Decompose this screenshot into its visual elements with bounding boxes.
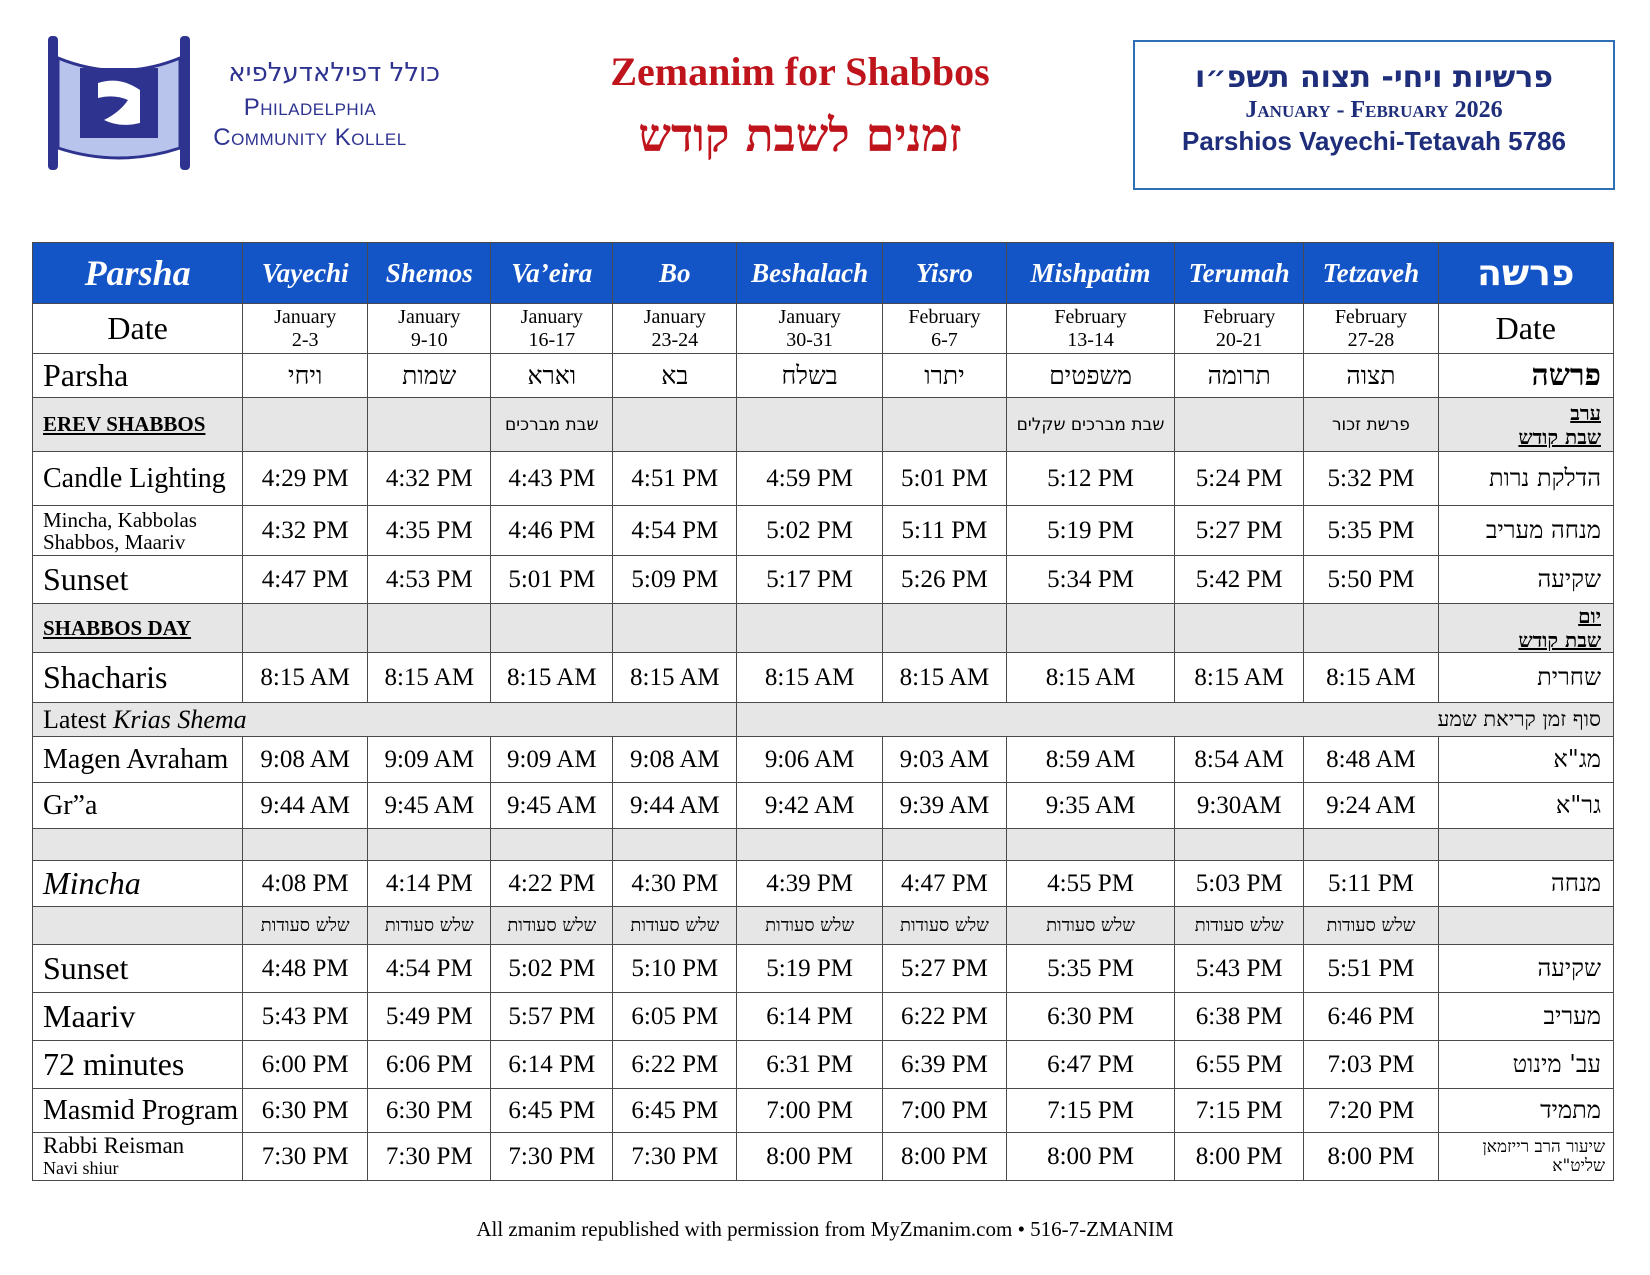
masmid-program-time: 7:00 PM [737,1089,883,1133]
erev-he-line1: ערב [1570,400,1601,425]
krias-italic: Krias Shema [113,704,247,734]
header-parsha-name: Mishpatim [1006,243,1174,304]
mincha-time: 4:55 PM [1006,861,1174,907]
shacharis-time: 8:15 AM [491,653,613,703]
candle-lighting-time: 5:01 PM [882,452,1006,506]
mincha-kabbolas-label: Mincha, Kabbolas Shabbos, Maariv [33,506,243,556]
spacer-cell [737,829,883,861]
date-cell [737,304,883,354]
header-parsha-name: Vayechi [243,243,368,304]
date-days: 16-17 [528,328,576,351]
mincha-time: 5:11 PM [1304,861,1438,907]
magen-avraham-time: 9:06 AM [737,737,883,783]
gra-time: 9:24 AM [1304,783,1438,829]
mincha-kabbolas-time: 4:32 PM [243,506,368,556]
erev-note [737,398,883,452]
logo-hebrew-name: כולל דפילאדעלפיא [228,58,440,88]
magen-avraham-time: 8:59 AM [1006,737,1174,783]
shacharis-row [33,653,1614,703]
date-days: 30-31 [786,328,833,351]
seventy-two-minutes-label: 72 minutes [33,1041,243,1089]
date-label: Date [33,304,243,354]
rabbi-label-sub: Navi shiur [43,1157,119,1178]
erev-note [1175,398,1304,452]
candle-lighting-time: 4:29 PM [243,452,368,506]
shacharis-time: 8:15 AM [1304,653,1438,703]
magen-avraham-time: 9:09 AM [491,737,613,783]
gra-time: 9:35 AM [1006,783,1174,829]
erev-note [613,398,737,452]
masmid-program-time: 6:30 PM [368,1089,491,1133]
mincha-kabbolas-label-hebrew: מנחה מעריב [1438,506,1613,556]
rabbi-reisman-time: 8:00 PM [1175,1133,1304,1181]
candle-lighting-time: 4:59 PM [737,452,883,506]
shalosh-seudos-row [33,907,1614,945]
mincha-label-hebrew: מנחה [1438,861,1613,907]
shabbos-day-row [33,604,1614,653]
header-parsha-name: Shemos [368,243,491,304]
header-parsha-name: Va’eira [491,243,613,304]
sunset-day-time: 5:43 PM [1175,945,1304,993]
krias-prefix: Latest [43,704,114,734]
masmid-program-time: 7:20 PM [1304,1089,1438,1133]
magen-avraham-time: 9:08 AM [613,737,737,783]
footer-credit: All zmanim republished with permission from MyZmanim.com • 516-7-ZMANIM [476,1217,1174,1241]
shabbos-day-empty [613,604,737,653]
shalosh-seudos-cell: שלש סעודות [368,907,491,945]
erev-note [368,398,491,452]
date-row [33,304,1614,354]
mincha-time: 5:03 PM [1175,861,1304,907]
parsha-hebrew-row [33,354,1614,398]
info-dates: January - February 2026 [1245,97,1503,123]
shabbos-day-empty [1304,604,1438,653]
date-days: 6-7 [931,328,958,351]
sunset-day-time: 4:54 PM [368,945,491,993]
mincha-time: 4:39 PM [737,861,883,907]
parsha-hebrew-name: תצוה [1304,354,1438,398]
date-month: January [274,305,337,328]
date-month: February [908,305,981,328]
spacer-cell [1175,829,1304,861]
shabbos-day-empty [737,604,883,653]
header-parsha-name: Beshalach [737,243,883,304]
seventy-two-minutes-time: 6:47 PM [1006,1041,1174,1089]
parshios-info-box [1133,40,1615,190]
header-parsha-name: Yisro [882,243,1006,304]
magen-avraham-time: 9:03 AM [882,737,1006,783]
masmid-program-label: Masmid Program [33,1089,243,1133]
rabbi-reisman-time: 7:30 PM [613,1133,737,1181]
mincha-label: Mincha [33,861,243,907]
sunset-erev-time: 5:34 PM [1006,556,1174,604]
shabbos-day-he-line2: שבת קודש [1518,628,1601,652]
shalosh-seudos-cell: שלש סעודות [613,907,737,945]
krias-shema-label [33,703,737,737]
gra-time: 9:42 AM [737,783,883,829]
parsha-hebrew-name: שמות [368,354,491,398]
date-cell [243,304,368,354]
magen-avraham-label: Magen Avraham [33,737,243,783]
seventy-two-minutes-time: 6:55 PM [1175,1041,1304,1089]
mincha-kabbolas-time: 5:11 PM [882,506,1006,556]
header-parsha-name: Terumah [1175,243,1304,304]
kollel-logo [40,28,440,178]
gra-time: 9:44 AM [613,783,737,829]
krias-shema-label-hebrew: סוף זמן קריאת שמע [737,703,1614,737]
maariv-time: 6:14 PM [737,993,883,1041]
mincha-kabbolas-time: 5:35 PM [1304,506,1438,556]
sunset-day-time: 5:35 PM [1006,945,1174,993]
sunset-erev-row [33,556,1614,604]
date-cell [1175,304,1304,354]
date-month: February [1203,305,1276,328]
sunset-day-label-hebrew: שקיעה [1438,945,1613,993]
date-days: 13-14 [1067,328,1114,351]
sunset-day-row [33,945,1614,993]
seventy-two-minutes-time: 6:22 PM [613,1041,737,1089]
info-english: Parshios Vayechi-Tetavah 5786 [1182,126,1566,156]
masmid-program-time: 6:45 PM [491,1089,613,1133]
masmid-program-time: 7:00 PM [882,1089,1006,1133]
seventy-two-minutes-time: 7:03 PM [1304,1041,1438,1089]
sunset-day-time: 5:27 PM [882,945,1006,993]
gra-label-hebrew: גר"א [1438,783,1613,829]
shacharis-time: 8:15 AM [368,653,491,703]
parsha-hebrew-name: בא [613,354,737,398]
magen-avraham-time: 8:54 AM [1175,737,1304,783]
date-month: January [643,305,706,328]
maariv-time: 6:38 PM [1175,993,1304,1041]
maariv-time: 5:49 PM [368,993,491,1041]
mincha-time: 4:14 PM [368,861,491,907]
parsha-hebrew-name: ויחי [243,354,368,398]
mincha-kabbolas-time: 5:27 PM [1175,506,1304,556]
shabbos-day-empty [1006,604,1174,653]
gra-time: 9:45 AM [368,783,491,829]
shalosh-seudos-cell: שלש סעודות [1304,907,1438,945]
mincha-kabbolas-row [33,506,1614,556]
masmid-program-row [33,1089,1614,1133]
spacer-cell [491,829,613,861]
shacharis-time: 8:15 AM [243,653,368,703]
shacharis-time: 8:15 AM [737,653,883,703]
parsha-label-hebrew: פרשה [1438,354,1613,398]
date-month: January [520,305,583,328]
date-days: 23-24 [651,328,699,351]
erev-shabbos-label-hebrew [1438,398,1613,452]
date-days: 20-21 [1215,328,1263,351]
sunset-day-time: 5:10 PM [613,945,737,993]
sunset-erev-time: 5:01 PM [491,556,613,604]
rabbi-label-main: Rabbi Reisman [43,1132,185,1158]
gra-time: 9:39 AM [882,783,1006,829]
header-parsha: Parsha [33,243,243,304]
parsha-hebrew-name: יתרו [882,354,1006,398]
logo-line-2: Community Kollel [213,124,407,151]
sunset-day-time: 4:48 PM [243,945,368,993]
rabbi-reisman-time: 7:30 PM [491,1133,613,1181]
date-month: February [1334,305,1408,328]
candle-lighting-time: 4:43 PM [491,452,613,506]
parsha-hebrew-name: בשלח [737,354,883,398]
sunset-erev-time: 5:50 PM [1304,556,1438,604]
sunset-day-time: 5:19 PM [737,945,883,993]
rabbi-reisman-time: 8:00 PM [1304,1133,1438,1181]
erev-shabbos-label: EREV SHABBOS [33,398,243,452]
parsha-hebrew-name: משפטים [1006,354,1174,398]
rabbi-reisman-time: 8:00 PM [1006,1133,1174,1181]
sunset-day-time: 5:51 PM [1304,945,1438,993]
candle-lighting-time: 4:32 PM [368,452,491,506]
shacharis-time: 8:15 AM [613,653,737,703]
maariv-label: Maariv [33,993,243,1041]
sunset-erev-label: Sunset [33,556,243,604]
gra-row [33,783,1614,829]
rabbi-reisman-time: 8:00 PM [882,1133,1006,1181]
page-title-hebrew: זמנים לשבת קודש [638,108,962,162]
spacer-cell [882,829,1006,861]
gra-label: Gr”a [33,783,243,829]
shabbos-day-empty [243,604,368,653]
logo-line-1: Philadelphia [243,94,377,121]
spacer-cell [243,829,368,861]
masmid-program-time: 6:30 PM [243,1089,368,1133]
spacer-cell [1438,829,1613,861]
magen-avraham-time: 8:48 AM [1304,737,1438,783]
info-hebrew: פרשיות ויחי- תצוה תשפ״ו [1194,60,1554,95]
parsha-hebrew-name: תרומה [1175,354,1304,398]
erev-note [243,398,368,452]
shabbos-day-label: SHABBOS DAY [33,604,243,653]
seventy-two-minutes-time: 6:14 PM [491,1041,613,1089]
masmid-program-time: 7:15 PM [1175,1089,1304,1133]
shacharis-label: Shacharis [33,653,243,703]
magen-avraham-time: 9:09 AM [368,737,491,783]
maariv-time: 6:30 PM [1006,993,1174,1041]
shalosh-seudos-cell: שלש סעודות [1175,907,1304,945]
torah-scroll-logo-icon [40,28,210,178]
sunset-erev-label-hebrew: שקיעה [1438,556,1613,604]
rabbi-reisman-label [33,1133,243,1181]
zmanim-table [32,242,1614,1181]
mincha-row [33,861,1614,907]
spacer-cell [1006,829,1174,861]
candle-lighting-time: 5:24 PM [1175,452,1304,506]
seventy-two-minutes-time: 6:06 PM [368,1041,491,1089]
erev-he-line2: שבת קודש [1518,424,1601,449]
header-parsha-hebrew: פרשה [1438,243,1613,304]
shacharis-time: 8:15 AM [882,653,1006,703]
erev-note: פרשת זכור [1304,398,1438,452]
shalosh-seudos-cell: שלש סעודות [882,907,1006,945]
maariv-time: 6:22 PM [882,993,1006,1041]
maariv-time: 5:43 PM [243,993,368,1041]
spacer-cell [613,829,737,861]
seventy-two-minutes-time: 6:31 PM [737,1041,883,1089]
shabbos-day-he-line1: יום [1578,604,1601,628]
sunset-erev-time: 4:53 PM [368,556,491,604]
seventy-two-minutes-time: 6:00 PM [243,1041,368,1089]
maariv-time: 5:57 PM [491,993,613,1041]
gra-time: 9:30AM [1175,783,1304,829]
mincha-time: 4:47 PM [882,861,1006,907]
sunset-erev-time: 5:42 PM [1175,556,1304,604]
sunset-day-time: 5:02 PM [491,945,613,993]
header-parsha-name: Tetzaveh [1304,243,1438,304]
date-month: February [1054,305,1127,328]
spacer-cell [33,829,243,861]
krias-shema-row [33,703,1614,737]
mincha-time: 4:30 PM [613,861,737,907]
erev-note: שבת מברכים [491,398,613,452]
erev-shabbos-row [33,398,1614,452]
spacer-row [33,829,1614,861]
shalosh-seudos-cell: שלש סעודות [1006,907,1174,945]
shalosh-seudos-empty [1438,907,1613,945]
seventy-two-minutes-time: 6:39 PM [882,1041,1006,1089]
shalosh-seudos-cell: שלש סעודות [491,907,613,945]
gra-time: 9:44 AM [243,783,368,829]
sunset-day-label: Sunset [33,945,243,993]
magen-avraham-label-hebrew: מג"א [1438,737,1613,783]
candle-lighting-time: 4:51 PM [613,452,737,506]
shabbos-day-empty [1175,604,1304,653]
date-days: 27-28 [1347,328,1395,351]
seventy-two-minutes-label-hebrew: עב' מינוט [1438,1041,1613,1089]
shabbos-day-empty [491,604,613,653]
mincha-kabbolas-time: 5:02 PM [737,506,883,556]
candle-lighting-label: Candle Lighting [33,452,243,506]
date-cell [1304,304,1438,354]
candle-lighting-time: 5:32 PM [1304,452,1438,506]
candle-lighting-row [33,452,1614,506]
shacharis-label-hebrew: שחרית [1438,653,1613,703]
header-parsha-name: Bo [613,243,737,304]
shalosh-seudos-cell: שלש סעודות [243,907,368,945]
date-month: January [778,305,841,328]
rabbi-reisman-time: 7:30 PM [243,1133,368,1181]
date-days: 2-3 [291,328,319,351]
sunset-erev-time: 5:17 PM [737,556,883,604]
spacer-cell [368,829,491,861]
magen-avraham-time: 9:08 AM [243,737,368,783]
date-cell [882,304,1006,354]
shabbos-day-empty [882,604,1006,653]
mincha-time: 4:08 PM [243,861,368,907]
header-row [33,243,1614,304]
spacer-cell [1304,829,1438,861]
mincha-kabbolas-time: 5:19 PM [1006,506,1174,556]
shalosh-seudos-empty [33,907,243,945]
shacharis-time: 8:15 AM [1175,653,1304,703]
rabbi-reisman-time: 8:00 PM [737,1133,883,1181]
mincha-kabbolas-time: 4:35 PM [368,506,491,556]
date-month: January [398,305,461,328]
gra-time: 9:45 AM [491,783,613,829]
date-label-right: Date [1438,304,1613,354]
date-days: 9-10 [410,328,448,351]
mincha-kabbolas-time: 4:46 PM [491,506,613,556]
shacharis-time: 8:15 AM [1006,653,1174,703]
mincha-kabbolas-time: 4:54 PM [613,506,737,556]
maariv-label-hebrew: מעריב [1438,993,1613,1041]
seventy-two-minutes-row [33,1041,1614,1089]
rabbi-reisman-time: 7:30 PM [368,1133,491,1181]
magen-avraham-row [33,737,1614,783]
sunset-erev-time: 5:09 PM [613,556,737,604]
maariv-time: 6:05 PM [613,993,737,1041]
date-cell [368,304,491,354]
date-cell [1006,304,1174,354]
candle-lighting-label-hebrew: הדלקת נרות [1438,452,1613,506]
masmid-program-label-hebrew: מתמיד [1438,1089,1613,1133]
parsha-label: Parsha [33,354,243,398]
erev-note: שבת מברכים שקלים [1006,398,1174,452]
date-cell [491,304,613,354]
masmid-program-time: 6:45 PM [613,1089,737,1133]
candle-lighting-time: 5:12 PM [1006,452,1174,506]
page-title: Zemanim for Shabbos [610,49,990,94]
masmid-program-time: 7:15 PM [1006,1089,1174,1133]
rabbi-reisman-label-hebrew: שיעור הרב רייזמאן שליט"א [1438,1133,1613,1181]
parsha-hebrew-name: וארא [491,354,613,398]
mincha-time: 4:22 PM [491,861,613,907]
maariv-row [33,993,1614,1041]
rabbi-reisman-row [33,1133,1614,1181]
sunset-erev-time: 4:47 PM [243,556,368,604]
shabbos-day-empty [368,604,491,653]
sunset-erev-time: 5:26 PM [882,556,1006,604]
shabbos-day-label-hebrew [1438,604,1613,653]
date-cell [613,304,737,354]
maariv-time: 6:46 PM [1304,993,1438,1041]
shalosh-seudos-cell: שלש סעודות [737,907,883,945]
erev-note [882,398,1006,452]
